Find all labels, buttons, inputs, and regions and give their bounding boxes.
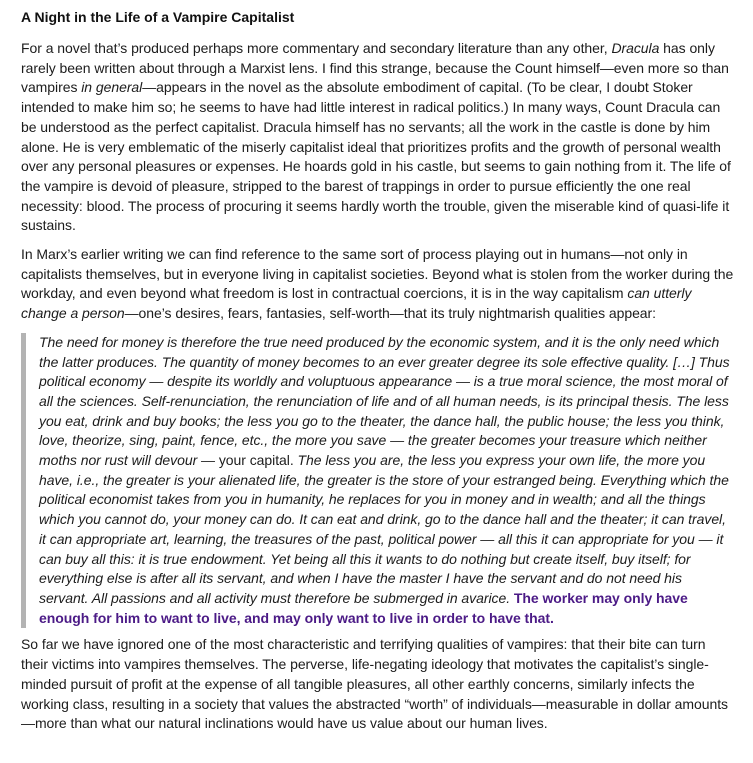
paragraph-3: So far we have ignored one of the most characteristic and terrifying qualities of vampires: that their bite can turn their victims into vampires themselves. The perverse, life-negating ideology that motivates the capitalist’s single-minded pursuit of profit at the expense of all tangible pleasures, all other earthly concerns, similarly infects the working class, resulting in a society that values the abstracted “worth” of individuals—measurable in dollar amounts—more than what our natural inclinations would have us value about our human lives.: [21, 636, 728, 732]
paragraph-1-text-a: For a novel that’s produced perhaps more commentary and secondary literature than any other,: [21, 40, 612, 56]
paragraph-2-text-a: In Marx’s earlier writing we can find reference to the same sort of process playing out in humans—not only in capitalists themselves, but in everyone living in capitalist societies. Beyond what is stolen from the worker during the workday, and even beyond what freedom is lost in contractual coercions, it is in the way capitalism: [21, 246, 734, 302]
paragraph-1: [21, 39, 735, 236]
paragraph-2: [21, 245, 735, 324]
marx-blockquote: [21, 333, 735, 629]
change-a-person-italic: can utterly change a person: [21, 285, 692, 322]
quote-text-a: The need for money is therefore the true need produced by the economic system, and it is the only need which the latter produces. The quantity of money becomes to an ever greater degree its sole effective quality. […] Thus political economy — despite its worldly and voluptuous appearance — is a true moral science, the most moral of all the sciences. Self-renunciation, the renunciation of life and of all human needs, is its principal thesis. The less you eat, drink and buy books; the less you go to the theater, the dance hall, the public house; the less you think, love, theorize, sing, paint, fence, etc., the more you save — the greater becomes your treasure which neither moths nor rust will devour —: [39, 333, 730, 469]
dracula-title-italic: Dracula: [611, 40, 660, 56]
paragraph-1-text-c: has only rarely been written about through a Marxist lens. I find this strange, because the Count himself—even more so than vampires: [21, 40, 729, 96]
paragraph-1-text-e: —appears in the novel as the absolute embodiment of capital. (To be clear, I doubt Stoker intended to make him so; he seems to have had little interest in radical politics.) In many ways, Count Dracula can be understood as the perfect capitalist. Dracula himself has no servants; all the work in the castle is done by him alone. He is very emblematic of the miserly capitalist ideal that prioritizes profits and the growth of personal wealth over any personal pleasures or expenses. He hoards gold in his castle, but seems to gain nothing from it. The life of the vampire is devoid of pleasure, stripped to the barest of trappings in order to pursue efficiently the one real necessity: blood. The process of procuring it seems hardly worth the trouble, given the miserable kind of quasi-life it sustains.: [21, 79, 731, 234]
quote-text-c: The less you are, the less you express your own life, the more you have, i.e., the greater is your alienated life, the greater is the store of your estranged being. Everything which the political economist takes from you in humanity, he replaces for you in money and in wealth; and all the things which you cannot do, your money can do. It can eat and drink, go to the dance hall and the theater; it can travel, it can appropriate art, learning, the treasures of the past, political power — all this it can appropriate for you — it can buy all this: it is true endowment. Yet being all this it wants to do nothing but create itself, buy itself; for everything else is after all its servant, and when I have the master I have the servant and do not need his servant. All passions and all activity must therefore be submerged in avarice.: [39, 452, 729, 606]
article-title: A Night in the Life of a Vampire Capitalist: [21, 9, 295, 25]
in-general-italic: in general: [81, 79, 143, 96]
quote-your-capital: your capital.: [215, 452, 298, 469]
quote-highlighted-sentence: The worker may only have enough for him to want to live, and may only want to live in order to have that.: [39, 589, 688, 626]
paragraph-2-text-c: —one’s desires, fears, fantasies, self-worth—that its truly nightmarish qualities appear:: [124, 305, 656, 322]
